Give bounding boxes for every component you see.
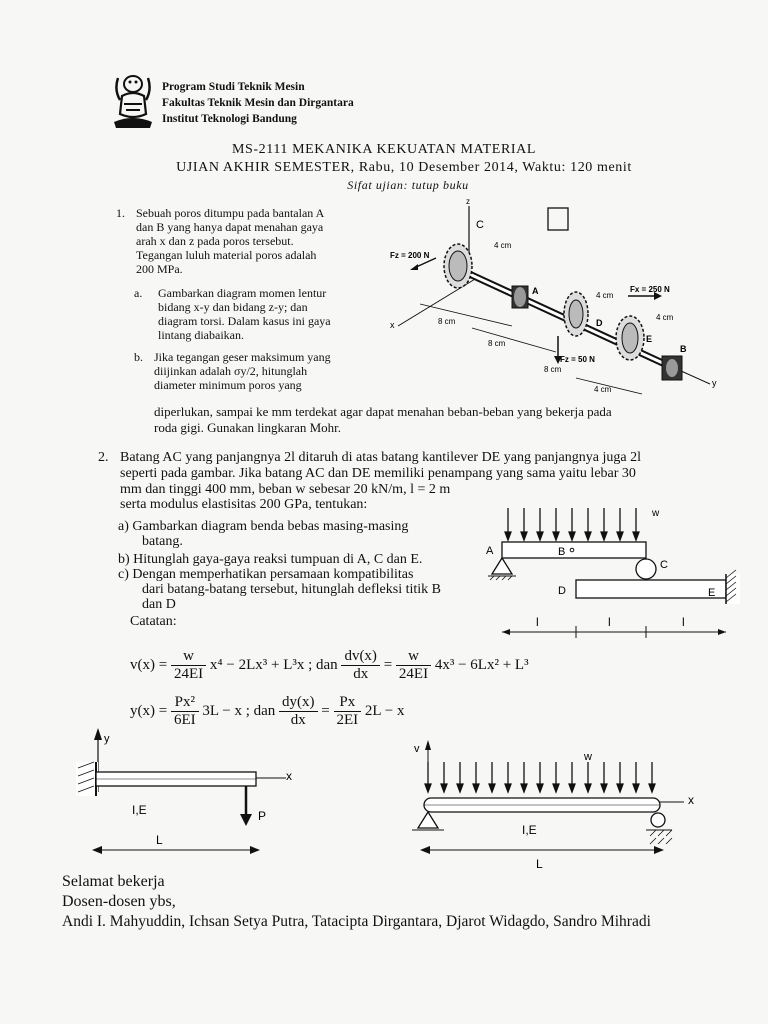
cantilever-figure bbox=[72, 722, 312, 862]
gear-c bbox=[444, 244, 472, 288]
dim-l-2: l bbox=[608, 615, 611, 629]
itb-logo bbox=[110, 70, 156, 130]
answer-box bbox=[548, 208, 568, 230]
q2-intro: Batang AC yang panjangnya 2l ditaruh di atas batang kantilever DE yang panjangnya juga 2l seperti pada gambar. Jika batang AC dan DE memiliki penampang yang sama yaitu lebar 30 mm dan tinggi 400 mm, beban w sebesar 20 kN/m, l = 2 m serta modulus elastisitas 200 GPa, tentukan: bbox=[120, 450, 641, 512]
closing-names: Andi I. Mahyuddin, Ichsan Setya Putra, Tatacipta Dirgantara, Djarot Widagdo, Sandro Mihradi bbox=[62, 913, 651, 930]
axis-x: x bbox=[390, 320, 395, 330]
axis-y: y bbox=[712, 378, 717, 388]
axis-z: z bbox=[466, 197, 470, 206]
pin-support bbox=[418, 812, 438, 828]
dim-l: L bbox=[156, 833, 163, 847]
q1-a-label: a. bbox=[134, 286, 143, 300]
label-c: C bbox=[660, 559, 668, 571]
axis-x: x bbox=[688, 793, 694, 807]
q1-a-text: Gambarkan diagram momen lentur bidang x-y dan bidang z-y; dan diagram torsi. Dalam kasus ini gaya lintang diabaikan. bbox=[158, 286, 331, 342]
header-faculty: Fakultas Teknik Mesin dan Dirgantara bbox=[162, 97, 354, 109]
axis-v: v bbox=[414, 743, 420, 755]
bearing-a bbox=[512, 286, 528, 308]
gear-e bbox=[616, 316, 644, 360]
header-institute: Institut Teknologi Bandung bbox=[162, 113, 297, 125]
q1-b-text: Jika tegangan geser maksimum yang diijinkan adalah σy/2, hitunglah diameter minimum poros yang bbox=[154, 350, 331, 392]
exam-nature: Sifat ujian: tutup buku bbox=[347, 178, 469, 192]
exam-session: UJIAN AKHIR SEMESTER, Rabu, 10 Desember 2014, Waktu: 120 menit bbox=[176, 160, 632, 175]
q1-b-cont: diperlukan, sampai ke mm terdekat agar dapat menahan beban-beban yang bekerja pada roda gigi. Gunakan lingkaran Mohr. bbox=[154, 404, 612, 435]
dim-l-3: l bbox=[682, 615, 685, 629]
label-e: E bbox=[708, 587, 716, 599]
course-title: MS-2111 MEKANIKA KEKUATAN MATERIAL bbox=[231, 142, 537, 157]
label-e: E bbox=[646, 334, 653, 344]
q1-intro: Sebuah poros ditumpu pada bantalan A dan B yang hanya dapat menahan gaya arah x dan z pada poros tersebut. Tegangan luluh material poros adalah 200 MPa. bbox=[136, 206, 325, 276]
pin-support-a bbox=[492, 558, 512, 574]
label-ie: I,E bbox=[522, 823, 537, 837]
dim-4cm-d: 4 cm bbox=[596, 291, 614, 300]
q1-number: 1. bbox=[116, 206, 125, 220]
q2-number: 2. bbox=[98, 450, 109, 465]
beam-system-figure bbox=[480, 504, 748, 644]
dim-4cm-c: 4 cm bbox=[494, 241, 512, 250]
distributed-load-w bbox=[505, 508, 639, 540]
label-c: C bbox=[476, 219, 484, 231]
dim-8cm-1: 8 cm bbox=[438, 317, 456, 326]
equation-v: v(x) = $\frac{w}{24EI}$ x⁴ − 2Lx³ + L³x ; dan $\frac{dv(x)}{dx}$ = $\frac{w}{24EI}$ 4x³ − 6Lx² + L³ bbox=[130, 648, 529, 682]
gear-d bbox=[564, 292, 588, 336]
shaft-figure bbox=[380, 196, 720, 402]
label-d: D bbox=[558, 585, 566, 597]
simply-supported-figure bbox=[404, 736, 708, 878]
axis-y: y bbox=[104, 733, 110, 745]
closing-greeting: Selamat bekerja bbox=[62, 873, 165, 890]
label-w: w bbox=[652, 508, 660, 519]
label-a: A bbox=[532, 286, 539, 296]
equation-y: y(x) = $\frac{\text{Px²}}{6EI}$ 3L − x ; dan $\frac{dy(x)}{dx}$ = $\frac{Px}{2EI}$ 2L − x bbox=[130, 694, 405, 728]
label-a: A bbox=[486, 545, 494, 557]
closing-lecturers: Dosen-dosen ybs, bbox=[62, 893, 176, 910]
header-program: Program Studi Teknik Mesin bbox=[162, 81, 305, 93]
udl-arrows bbox=[425, 762, 655, 792]
dim-4cm-e: 4 cm bbox=[656, 313, 674, 322]
dim-l: L bbox=[536, 857, 543, 871]
label-p: P bbox=[258, 809, 267, 823]
label-ie: I,E bbox=[132, 803, 147, 817]
roller-c bbox=[636, 559, 656, 579]
force-fz-50: Fz = 50 N bbox=[560, 355, 595, 364]
axis-x: x bbox=[286, 769, 292, 783]
force-fz-200: Fz = 200 N bbox=[390, 251, 430, 260]
dim-l-1: l bbox=[536, 615, 539, 629]
bearing-b bbox=[662, 356, 682, 380]
label-d: D bbox=[596, 318, 603, 328]
force-fx-250: Fx = 250 N bbox=[630, 285, 670, 294]
label-w: w bbox=[584, 751, 592, 763]
label-b: B bbox=[558, 546, 566, 558]
dim-4cm-b: 4 cm bbox=[594, 385, 612, 394]
beam-de bbox=[576, 580, 726, 598]
label-b: B bbox=[680, 344, 687, 354]
roller-support bbox=[651, 813, 665, 827]
q1-b-label: b. bbox=[134, 350, 143, 364]
dim-8cm-3: 8 cm bbox=[544, 365, 562, 374]
q2-items: a) Gambarkan diagram benda bebas masing-masing batang. b) Hitunglah gaya-gaya reaksi tumpuan di A, C dan E. c) Dengan memperhatikan persamaan kompatibilitas dari batang-batang tersebut, hitunglah defleksi titik B dan D Catatan: bbox=[118, 519, 441, 629]
dim-8cm-2: 8 cm bbox=[488, 339, 506, 348]
